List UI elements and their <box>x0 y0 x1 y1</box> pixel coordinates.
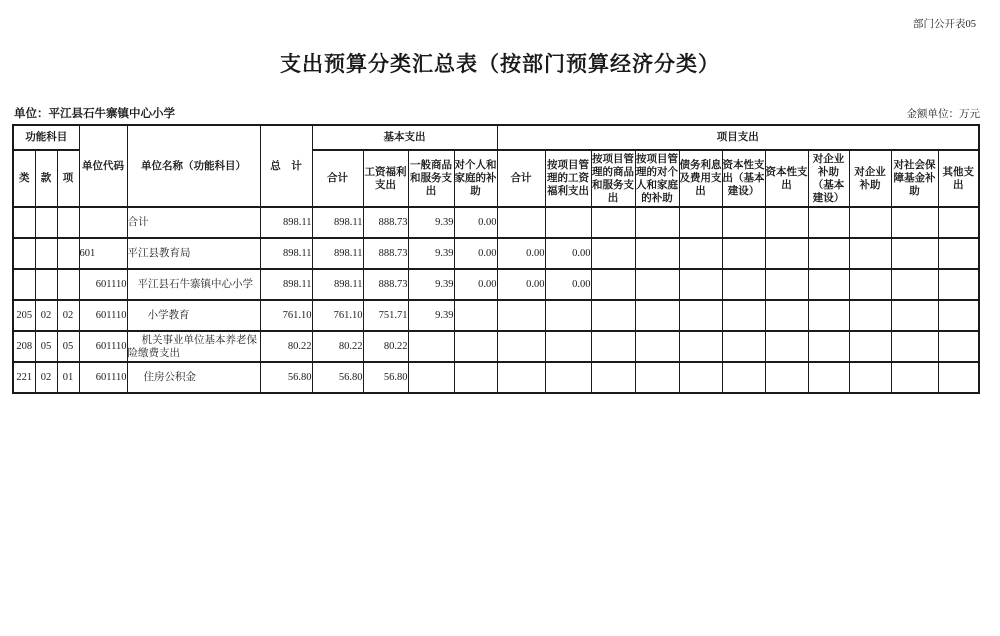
header-proj-capital-basic: 资本性支出（基本建设） <box>722 150 765 207</box>
value-cell <box>679 362 722 393</box>
value-cell <box>891 238 938 269</box>
value-cell <box>454 300 497 331</box>
value-cell: 9.39 <box>408 300 454 331</box>
value-cell <box>591 300 635 331</box>
value-cell <box>765 300 808 331</box>
value-cell <box>891 207 938 238</box>
header-basic-subtotal: 合计 <box>312 150 363 207</box>
value-cell <box>408 331 454 362</box>
value-cell <box>497 207 545 238</box>
header-basic-salary: 工资福利支出 <box>363 150 408 207</box>
unit-name-cell: 住房公积金 <box>127 362 260 393</box>
value-cell <box>679 207 722 238</box>
budget-table <box>12 124 980 394</box>
unit-name-cell: 合计 <box>127 207 260 238</box>
item-cell <box>57 238 79 269</box>
value-cell: 0.00 <box>454 207 497 238</box>
header-proj-subtotal: 合计 <box>497 150 545 207</box>
header-proj-social-fund: 对社会保障基金补助 <box>891 150 938 207</box>
value-cell <box>765 331 808 362</box>
value-cell: 80.22 <box>260 331 312 362</box>
value-cell <box>891 300 938 331</box>
unit-label: 单位：平江县石牛寨镇中心小学 <box>14 108 175 120</box>
header-proj-debt-interest: 债务利息及费用支出 <box>679 150 722 207</box>
value-cell <box>454 331 497 362</box>
table-row <box>13 331 979 362</box>
value-cell <box>635 362 679 393</box>
value-cell: 888.73 <box>363 207 408 238</box>
value-cell <box>454 362 497 393</box>
value-cell: 80.22 <box>312 331 363 362</box>
value-cell: 898.11 <box>260 238 312 269</box>
value-cell: 9.39 <box>408 207 454 238</box>
class-cell <box>13 238 35 269</box>
value-cell <box>765 207 808 238</box>
class-cell <box>13 207 35 238</box>
value-cell <box>808 331 849 362</box>
value-cell <box>679 331 722 362</box>
header-unit-name: 单位名称（功能科目） <box>127 125 260 207</box>
value-cell: 0.00 <box>497 238 545 269</box>
value-cell: 898.11 <box>312 269 363 300</box>
value-cell <box>635 207 679 238</box>
value-cell <box>938 331 979 362</box>
value-cell <box>849 362 891 393</box>
value-cell <box>849 269 891 300</box>
value-cell: 888.73 <box>363 238 408 269</box>
unit-code-cell: 601110 <box>79 362 127 393</box>
header-unit-code: 单位代码 <box>79 125 127 207</box>
value-cell: 56.80 <box>312 362 363 393</box>
unit-code-cell: 601110 <box>79 269 127 300</box>
value-cell <box>545 331 591 362</box>
value-cell <box>891 269 938 300</box>
value-cell <box>679 269 722 300</box>
value-cell <box>635 331 679 362</box>
value-cell: 0.00 <box>497 269 545 300</box>
value-cell <box>765 269 808 300</box>
header-func-group: 功能科目 <box>13 125 79 150</box>
value-cell: 0.00 <box>545 238 591 269</box>
value-cell: 898.11 <box>260 207 312 238</box>
value-cell <box>545 207 591 238</box>
value-cell <box>679 238 722 269</box>
section-cell <box>35 238 57 269</box>
unit-name-cell: 机关事业单位基本养老保险缴费支出 <box>127 331 260 362</box>
value-cell <box>808 207 849 238</box>
item-cell <box>57 207 79 238</box>
value-cell <box>849 331 891 362</box>
value-cell <box>497 300 545 331</box>
table-row <box>13 300 979 331</box>
table-row <box>13 362 979 393</box>
value-cell <box>808 362 849 393</box>
value-cell <box>679 300 722 331</box>
value-cell: 898.11 <box>260 269 312 300</box>
table-row <box>13 207 979 238</box>
value-cell <box>808 300 849 331</box>
header-proj-enterprise: 对企业补助 <box>849 150 891 207</box>
amount-unit-label: 金额单位：万元 <box>906 109 980 120</box>
header-total: 总 计 <box>260 125 312 207</box>
value-cell <box>849 238 891 269</box>
value-cell <box>591 331 635 362</box>
value-cell: 0.00 <box>454 238 497 269</box>
unit-name-cell: 小学教育 <box>127 300 260 331</box>
value-cell <box>891 362 938 393</box>
value-cell: 56.80 <box>363 362 408 393</box>
header-proj-subsidy: 按项目管理的对个人和家庭的补助 <box>635 150 679 207</box>
item-cell: 01 <box>57 362 79 393</box>
value-cell <box>808 238 849 269</box>
value-cell <box>938 362 979 393</box>
value-cell <box>849 300 891 331</box>
value-cell <box>765 238 808 269</box>
value-cell: 761.10 <box>260 300 312 331</box>
value-cell <box>808 269 849 300</box>
value-cell <box>591 362 635 393</box>
header-basic-subsidy: 对个人和家庭的补助 <box>454 150 497 207</box>
class-cell <box>13 269 35 300</box>
value-cell <box>635 269 679 300</box>
value-cell: 0.00 <box>545 269 591 300</box>
page-title: 支出预算分类汇总表（按部门预算经济分类） <box>280 52 720 76</box>
unit-code-cell <box>79 207 127 238</box>
section-cell <box>35 269 57 300</box>
value-cell: 0.00 <box>454 269 497 300</box>
meta-row <box>14 105 980 121</box>
value-cell <box>722 269 765 300</box>
class-cell: 208 <box>13 331 35 362</box>
value-cell <box>722 238 765 269</box>
section-cell: 02 <box>35 362 57 393</box>
value-cell: 888.73 <box>363 269 408 300</box>
table-row <box>13 269 979 300</box>
value-cell <box>722 362 765 393</box>
unit-name-cell: 平江县教育局 <box>127 238 260 269</box>
value-cell <box>497 362 545 393</box>
value-cell <box>635 238 679 269</box>
value-cell <box>591 269 635 300</box>
header-proj-enterprise-basic: 对企业补助（基本建设） <box>808 150 849 207</box>
value-cell: 761.10 <box>312 300 363 331</box>
value-cell <box>765 362 808 393</box>
value-cell: 751.71 <box>363 300 408 331</box>
section-cell: 02 <box>35 300 57 331</box>
value-cell <box>891 331 938 362</box>
value-cell <box>722 331 765 362</box>
class-cell: 221 <box>13 362 35 393</box>
section-cell: 05 <box>35 331 57 362</box>
unit-name-cell: 平江县石牛寨镇中心小学 <box>127 269 260 300</box>
value-cell: 898.11 <box>312 207 363 238</box>
value-cell: 80.22 <box>363 331 408 362</box>
value-cell <box>849 207 891 238</box>
header-section: 款 <box>35 150 57 207</box>
value-cell: 9.39 <box>408 238 454 269</box>
value-cell <box>591 238 635 269</box>
table-header <box>13 125 979 207</box>
value-cell <box>938 207 979 238</box>
class-cell: 205 <box>13 300 35 331</box>
unit-code-cell: 601110 <box>79 331 127 362</box>
value-cell <box>497 331 545 362</box>
value-cell: 898.11 <box>312 238 363 269</box>
value-cell <box>938 269 979 300</box>
doc-number-label: 部门公开表05 <box>913 19 976 30</box>
value-cell: 9.39 <box>408 269 454 300</box>
header-proj-capital: 资本性支出 <box>765 150 808 207</box>
value-cell <box>722 207 765 238</box>
table-body <box>13 207 979 393</box>
header-proj-goods: 按项目管理的商品和服务支出 <box>591 150 635 207</box>
header-class: 类 <box>13 150 35 207</box>
value-cell <box>635 300 679 331</box>
value-cell <box>722 300 765 331</box>
value-cell <box>938 238 979 269</box>
value-cell <box>408 362 454 393</box>
value-cell <box>591 207 635 238</box>
unit-code-cell: 601110 <box>79 300 127 331</box>
section-cell <box>35 207 57 238</box>
header-item: 项 <box>57 150 79 207</box>
header-basic-goods: 一般商品和服务支出 <box>408 150 454 207</box>
value-cell <box>545 362 591 393</box>
header-basic-group: 基本支出 <box>312 125 497 150</box>
unit-code-cell: 601 <box>79 238 127 269</box>
header-proj-other: 其他支出 <box>938 150 979 207</box>
header-proj-salary: 按项目管理的工资福利支出 <box>545 150 591 207</box>
value-cell: 56.80 <box>260 362 312 393</box>
item-cell <box>57 269 79 300</box>
item-cell: 05 <box>57 331 79 362</box>
table-row <box>13 238 979 269</box>
value-cell <box>938 300 979 331</box>
value-cell <box>545 300 591 331</box>
header-project-group: 项目支出 <box>497 125 979 150</box>
item-cell: 02 <box>57 300 79 331</box>
